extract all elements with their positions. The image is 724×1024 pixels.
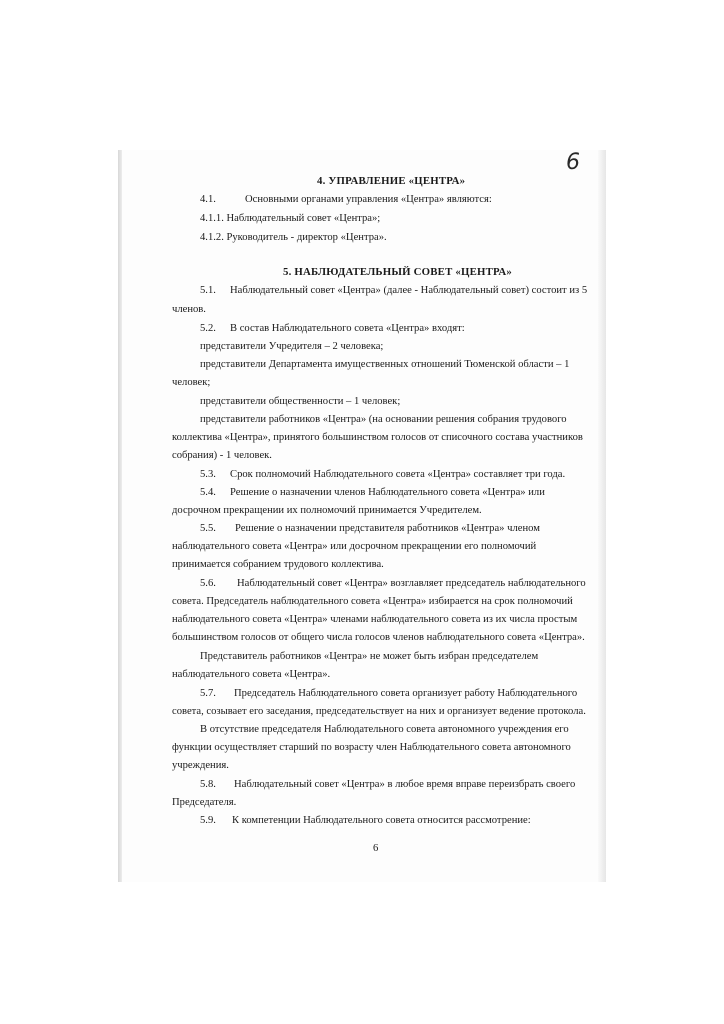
clause-5-1-text: Наблюдательный совет «Центра» (далее - Наблюдательный совет) состоит из 5 xyxy=(230,285,588,296)
clause-5-6-text-cont-3: большинством голосов от общего числа голосов членов наблюдательного совета «Центра». xyxy=(172,632,585,643)
clause-5-3-text: Срок полномочий Наблюдательного совета «Центра» составляет три года. xyxy=(230,469,566,480)
section-5-heading: 5. НАБЛЮДАТЕЛЬНЫЙ СОВЕТ «ЦЕНТРА» xyxy=(283,266,512,278)
clause-5-5-text-cont-2: принимается собранием трудового коллектива. xyxy=(172,559,384,570)
clause-5-7-text-cont-1: совета, созывает его заседания, председательствует на них и организует ведение протокола. xyxy=(172,706,586,717)
clause-5-3-number: 5.3. xyxy=(200,469,216,480)
clause-5-2-item-2: представители Департамента имущественных отношений Тюменской области – 1 xyxy=(200,359,570,370)
clause-5-1-number: 5.1. xyxy=(200,285,216,296)
clause-5-5-number: 5.5. xyxy=(200,523,216,534)
clause-5-5-text-cont-1: наблюдательного совета «Центра» или досрочном прекращении его полномочий xyxy=(172,541,537,552)
clause-5-8-number: 5.8. xyxy=(200,779,216,790)
clause-5-7-text-cont-2: В отсутствие председателя Наблюдательного совета автономного учреждения его xyxy=(200,724,569,735)
clause-5-7-text-cont-3: функции осуществляет старший по возрасту член Наблюдательного совета автономного xyxy=(172,742,571,753)
clause-5-6-text-cont-5: наблюдательного совета «Центра». xyxy=(172,669,331,680)
clause-4-1-number: 4.1. xyxy=(200,194,216,205)
clause-4-1-text: Основными органами управления «Центра» являются: xyxy=(245,194,492,205)
clause-5-2-text: В состав Наблюдательного совета «Центра» входят: xyxy=(230,323,465,334)
clause-5-8-text-cont: Председателя. xyxy=(172,797,237,808)
clause-4-1-1: 4.1.1. Наблюдательный совет «Центра»; xyxy=(200,213,381,224)
clause-5-2-item-4-cont-1: коллектива «Центра», принятого большинством голосов от списочного состава участников xyxy=(172,432,583,443)
clause-5-6-text-cont-4: Представитель работников «Центра» не может быть избран председателем xyxy=(200,651,539,662)
clause-5-6-text-cont-1: совета. Председатель наблюдательного совета «Центра» избирается на срок полномочий xyxy=(172,596,573,607)
clause-5-2-item-3: представители общественности – 1 человек; xyxy=(200,396,401,407)
clause-5-4-number: 5.4. xyxy=(200,487,216,498)
clause-5-7-text-cont-4: учреждения. xyxy=(172,760,229,771)
clause-5-7-text: Председатель Наблюдательного совета организует работу Наблюдательного xyxy=(234,688,578,699)
clause-5-8-text: Наблюдательный совет «Центра» в любое время вправе переизбрать своего xyxy=(234,779,576,790)
clause-5-2-item-2-cont: человек; xyxy=(172,377,211,388)
clause-5-7-number: 5.7. xyxy=(200,688,216,699)
clause-5-6-number: 5.6. xyxy=(200,578,216,589)
clause-5-4-text-cont: досрочном прекращении их полномочий принимается Учредителем. xyxy=(172,505,482,516)
clause-5-4-text: Решение о назначении членов Наблюдательного совета «Центра» или xyxy=(230,487,545,498)
clause-4-1-2: 4.1.2. Руководитель - директор «Центра». xyxy=(200,232,387,243)
page-right-edge-shadow xyxy=(598,150,606,882)
clause-5-9-text: К компетенции Наблюдательного совета относится рассмотрение: xyxy=(232,815,531,826)
handwritten-page-number: 6 xyxy=(566,150,580,175)
section-4-heading: 4. УПРАВЛЕНИЕ «ЦЕНТРА» xyxy=(317,175,466,187)
clause-5-2-number: 5.2. xyxy=(200,323,216,334)
clause-5-9-number: 5.9. xyxy=(200,815,216,826)
clause-5-2-item-4-cont-2: собрания) - 1 человек. xyxy=(172,450,272,461)
clause-5-2-item-4: представители работников «Центра» (на основании решения собрания трудового xyxy=(200,414,567,425)
clause-5-6-text-cont-2: наблюдательного совета «Центра» членами наблюдательного совета из их числа простым xyxy=(172,614,578,625)
clause-5-1-text-cont: членов. xyxy=(172,304,206,315)
clause-5-6-text: Наблюдательный совет «Центра» возглавляет председатель наблюдательного xyxy=(237,578,586,589)
clause-5-5-text: Решение о назначении представителя работников «Центра» членом xyxy=(235,523,540,534)
clause-5-2-item-1: представители Учредителя – 2 человека; xyxy=(200,341,384,352)
footer-page-number: 6 xyxy=(373,843,379,854)
